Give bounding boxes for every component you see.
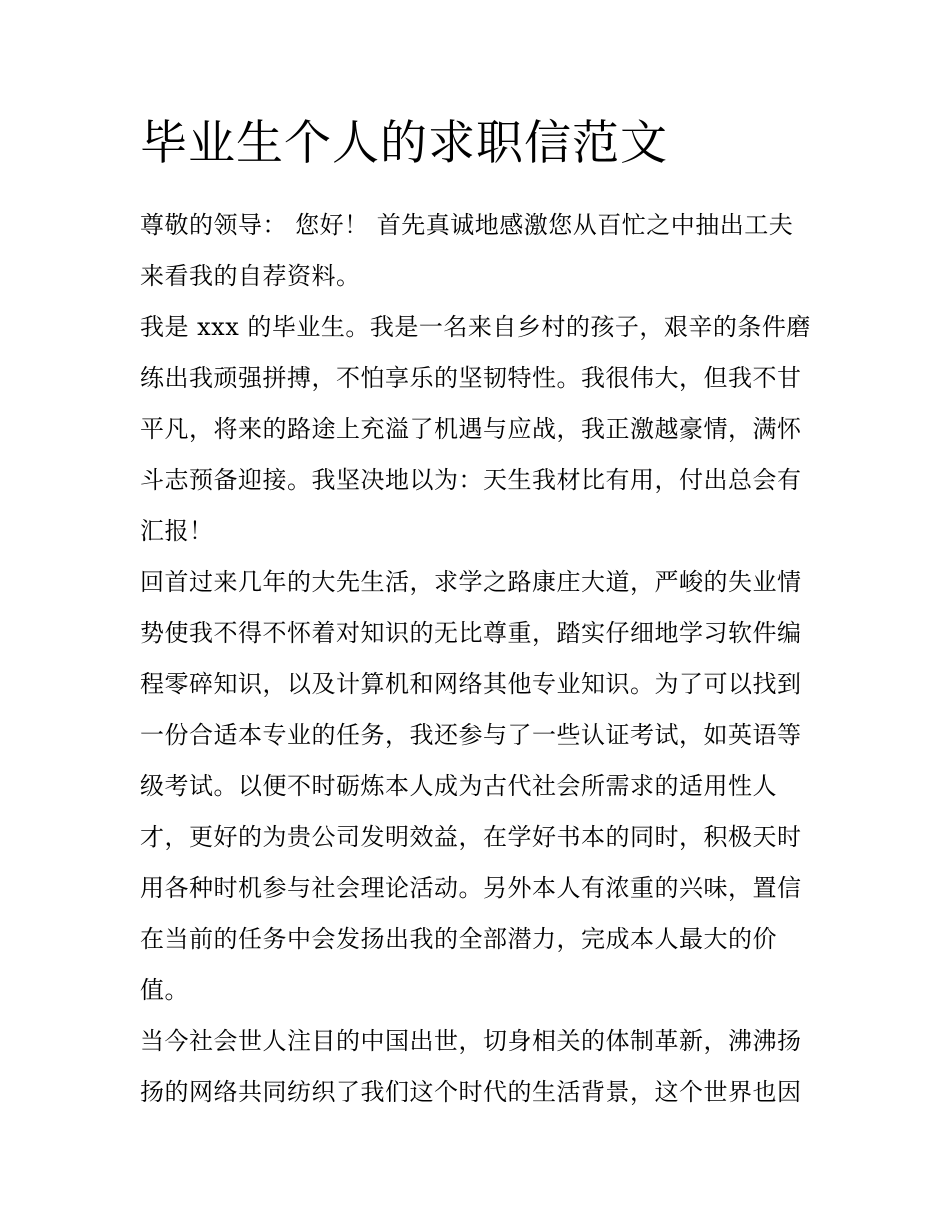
- document-title: 毕业生个人的求职信范文: [140, 116, 668, 171]
- paragraph-education: [140, 557, 816, 1016]
- text-line: 尊敬的领导： 您好！ 首先真诚地感激您从百忙之中抽出工夫: [140, 211, 794, 239]
- text-line: 势使我不得不怀着对知识的无比尊重，踏实仔细地学习软件编: [140, 619, 802, 647]
- text-line: 级考试。以便不时砺炼本人成为古代社会所需求的适用性人: [140, 772, 777, 800]
- text-line: 来看我的自荐资料。: [140, 262, 361, 290]
- paragraph-society: [140, 1016, 816, 1118]
- text-line: 在当前的任务中会发扬出我的全部潜力，完成本人最大的价: [140, 925, 777, 953]
- text-line: 一份合适本专业的任务，我还参与了一些认证考试，如英语等: [140, 721, 802, 749]
- text-line: 汇报！: [140, 517, 214, 545]
- text-line: 用各种时机参与社会理论活动。另外本人有浓重的兴味，置信: [140, 874, 802, 902]
- text-line: 回首过来几年的大先生活，求学之路康庄大道，严峻的失业情: [140, 568, 802, 596]
- text-line: 斗志预备迎接。我坚决地以为：天生我材比有用，付出总会有: [140, 466, 802, 494]
- text-line: 我是 xxx 的毕业生。我是一名来自乡村的孩子，艰辛的条件磨: [140, 313, 811, 341]
- text-line: 程零碎知识，以及计算机和网络其他专业知识。为了可以找到: [140, 670, 802, 698]
- text-line: 当今社会世人注目的中国出世，切身相关的体制革新，沸沸扬: [140, 1027, 802, 1055]
- text-line: 值。: [140, 976, 189, 1004]
- document-body: [140, 200, 816, 1118]
- text-line: 扬的网络共同纺织了我们这个时代的生活背景，这个世界也因: [140, 1078, 802, 1106]
- text-line: 才，更好的为贵公司发明效益，在学好书本的同时，积极天时: [140, 823, 802, 851]
- paragraph-greeting: [140, 200, 816, 302]
- text-line: 平凡，将来的路途上充溢了机遇与应战，我正激越豪情，满怀: [140, 415, 802, 443]
- text-line: 练出我顽强拼搏，不怕享乐的坚韧特性。我很伟大，但我不甘: [140, 364, 802, 392]
- paragraph-introduction: [140, 302, 816, 557]
